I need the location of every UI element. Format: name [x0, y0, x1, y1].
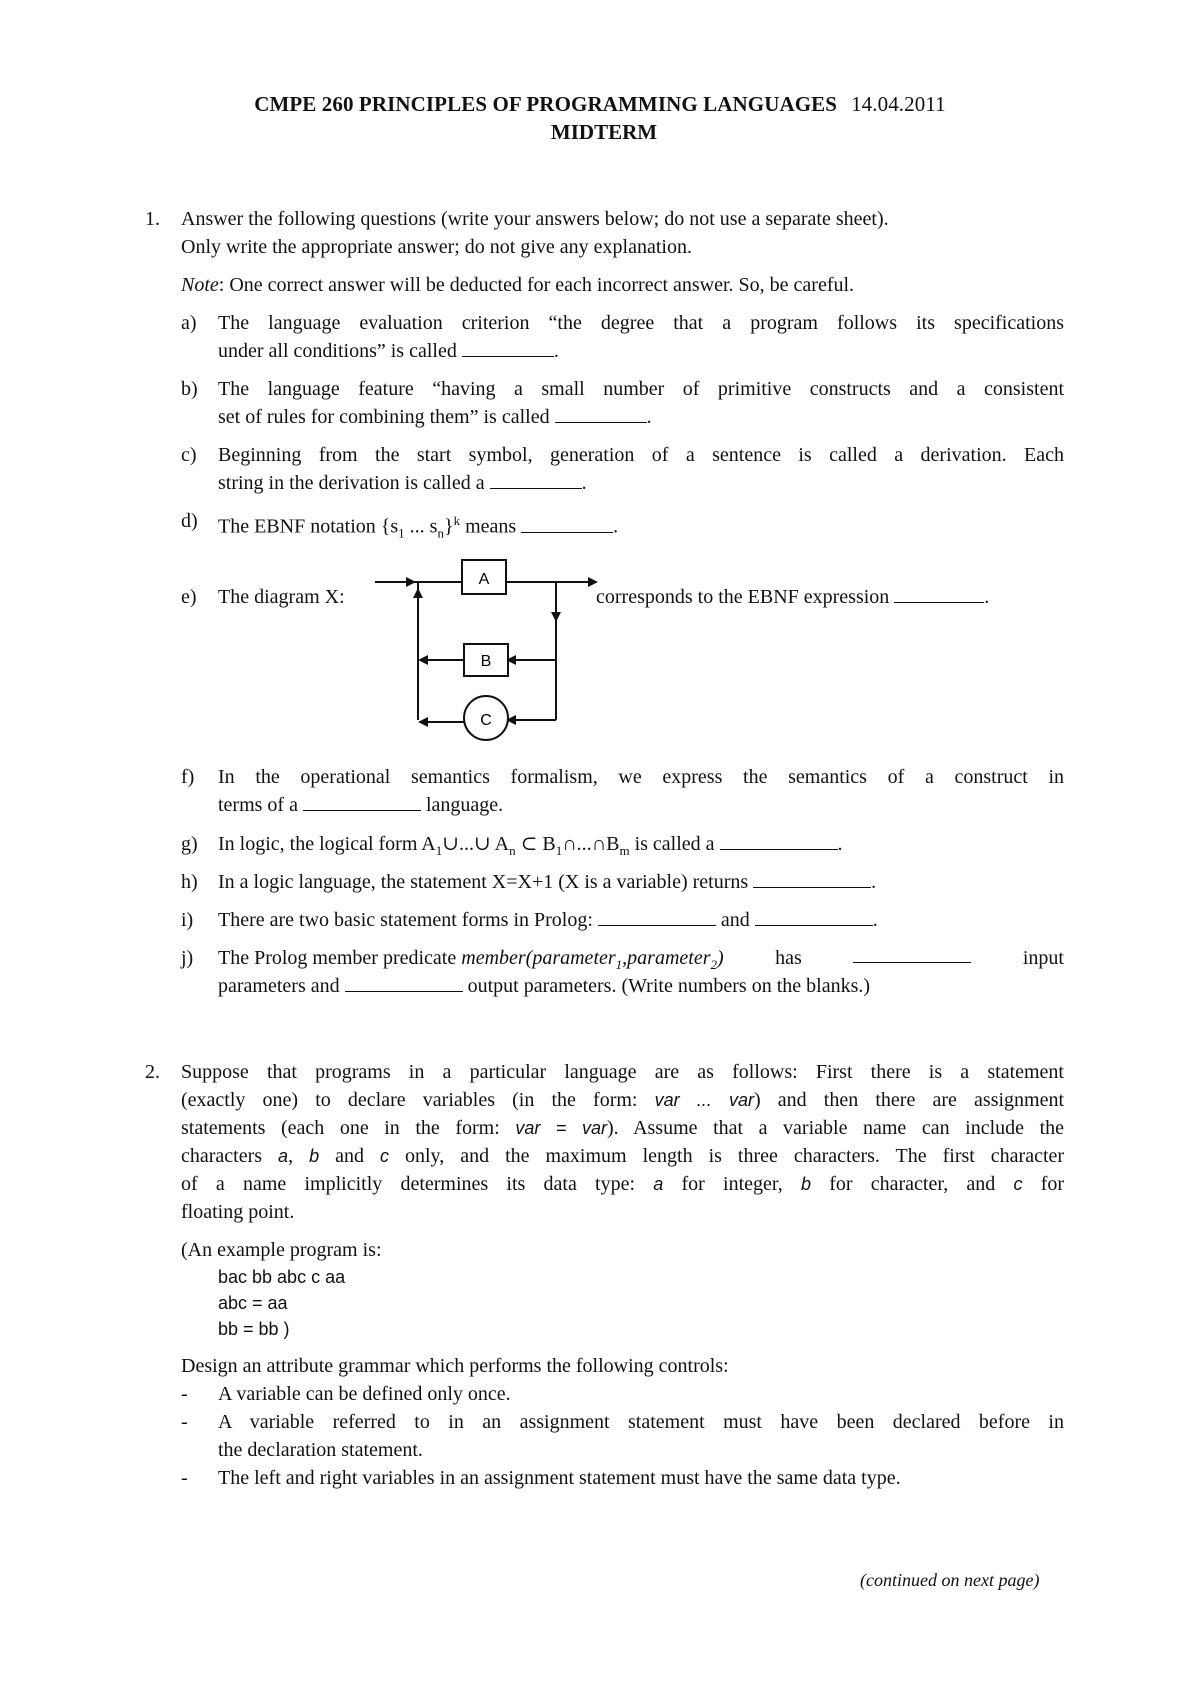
q2-bullet-1: A variable can be defined only once. — [218, 1383, 511, 1405]
q1j-pre: The Prolog member predicate — [218, 947, 457, 969]
question-2-number: 2. — [145, 1061, 160, 1083]
q1e-label: e) — [181, 586, 197, 608]
q1g-text-post: is called a — [629, 833, 715, 855]
exam-title — [0, 92, 1200, 117]
q2-para-line4 — [181, 1142, 1064, 1170]
q1h-answer-blank[interactable] — [753, 869, 871, 888]
q1i-answer-blank-2[interactable] — [755, 907, 873, 926]
q1g-sub-m: m — [619, 843, 630, 858]
q1j-label: j) — [181, 947, 194, 969]
continued-note: (continued on next page) — [860, 1570, 1040, 1590]
q2-para-line6: floating point. — [181, 1201, 295, 1223]
q1g-text-pre: In logic, the logical form A — [218, 833, 436, 855]
q1-intro-line2: Only write the appropriate answer; do not give any explanation. — [181, 236, 692, 258]
q1c-line1: Beginning from the start symbol, generation of a sentence is called a derivation. Each — [218, 444, 1064, 466]
question-1-number: 1. — [145, 208, 160, 230]
q2-char-a: a — [278, 1146, 289, 1166]
q1j-has: has — [775, 947, 802, 969]
q2-line5-for: for — [1040, 1173, 1065, 1195]
q2-design: Design an attribute grammar which performs the following controls: — [181, 1355, 729, 1377]
q1b-label: b) — [181, 378, 198, 400]
q1d-sub-n: n — [437, 525, 444, 541]
q1j-line2-pre: parameters and — [218, 975, 340, 997]
q1d-text-pre: The EBNF notation {s — [218, 515, 399, 538]
q2-line3-var: var = var — [515, 1118, 607, 1138]
q2-line2-var: var ... var — [654, 1090, 754, 1110]
q1d-answer-blank[interactable] — [521, 514, 613, 533]
q2-bullet-dash-2: - — [181, 1411, 188, 1433]
q1j-input: input — [1022, 947, 1064, 969]
q1h-label: h) — [181, 871, 198, 893]
q1e-text2-line: corresponds to the EBNF expression . — [596, 586, 990, 608]
q1f-line2-post: language. — [425, 794, 504, 816]
q2-para-line3 — [181, 1114, 1064, 1142]
q1c-label: c) — [181, 444, 197, 466]
q1d-sup-k: k — [453, 513, 461, 528]
q2-para-line2 — [181, 1086, 1064, 1114]
q1c-line2-text: string in the derivation is called a — [218, 472, 485, 494]
q2-example-intro: (An example program is: — [181, 1239, 382, 1261]
q2-line5-a: a — [653, 1174, 664, 1194]
q1d-close: } — [443, 515, 454, 538]
q2-and: and — [335, 1145, 364, 1167]
q1a-line2: under all conditions” is called . — [218, 340, 559, 362]
exam-subtitle: MIDTERM — [550, 120, 658, 144]
q2-code-line-2: abc = aa — [218, 1293, 288, 1313]
q2-comma: , — [288, 1145, 294, 1167]
q1c-answer-blank[interactable] — [490, 470, 582, 489]
q1g-sub-1: 1 — [435, 843, 443, 858]
q1e-text: The diagram X: — [218, 586, 345, 608]
q1a-label: a) — [181, 312, 197, 334]
q1e-text2: corresponds to the EBNF expression — [596, 586, 890, 608]
q2-line5-c: c — [1013, 1174, 1023, 1194]
q1f-line2 — [218, 791, 503, 819]
q1a-line2-text: under all conditions” is called — [218, 340, 457, 362]
q1f-label: f) — [181, 766, 195, 788]
q2-bullet-dash-3: - — [181, 1467, 188, 1489]
q2-line2-pre: (exactly one) to declare variables (in the form: — [181, 1089, 638, 1111]
q1d-sub-1: 1 — [398, 525, 405, 541]
q1-intro-line1: Answer the following questions (write your answers below; do not use a separate sheet). — [181, 208, 889, 230]
q1b-line1: The language feature “having a small number of primitive constructs and a consistent — [218, 378, 1064, 400]
q1b-line2: set of rules for combining them” is called . — [218, 406, 652, 428]
q2-bullet-2-cont: the declaration statement. — [218, 1439, 423, 1461]
diagram-box-a-label: A — [478, 571, 490, 588]
q1j-line2-post: output parameters. (Write numbers on the blanks.) — [467, 975, 871, 997]
q1b-answer-blank[interactable] — [555, 404, 647, 423]
q1i-and: and — [720, 909, 750, 931]
q2-line5-pre: of a name implicitly determines its data type: — [181, 1173, 636, 1195]
q1i-text: There are two basic statement forms in Prolog: — [218, 909, 593, 931]
q1g-inter: ∩...∩B — [562, 833, 620, 855]
q1f-line1: In the operational semantics formalism, we express the semantics of a construct in — [218, 766, 1064, 788]
q1j-output-blank[interactable] — [345, 973, 463, 992]
q1d-mid: ... s — [404, 515, 438, 538]
q2-bullet-dash-1: - — [181, 1383, 188, 1405]
q2-line3-pre: statements (each one in the form: — [181, 1117, 500, 1139]
q1h-text: In a logic language, the statement X=X+1 (X is a variable) returns — [218, 871, 749, 893]
q1d-label: d) — [181, 510, 198, 532]
q2-para-line5 — [181, 1170, 1064, 1198]
q1g-union: ∪...∪ A — [442, 833, 510, 855]
q1c-line2: string in the derivation is called a . — [218, 472, 587, 494]
q1j-input-blank[interactable] — [853, 944, 971, 963]
q2-line5-b: b — [800, 1174, 811, 1194]
syntax-diagram — [370, 550, 610, 750]
q1f-line2-pre: terms of a — [218, 794, 298, 816]
q1a-line1: The language evaluation criterion “the degree that a program follows its specifications — [218, 312, 1064, 334]
q1b-line2-text: set of rules for combining them” is called — [218, 406, 550, 428]
q1-note — [181, 271, 854, 299]
q2-code-line-3: bb = bb ) — [218, 1319, 290, 1339]
q1g-answer-blank[interactable] — [720, 831, 838, 850]
q2-line4-pre: characters — [181, 1145, 263, 1167]
course-title: CMPE 260 PRINCIPLES OF PROGRAMMING LANGUAGES — [254, 92, 838, 116]
q1d-text-post: means — [460, 515, 517, 538]
q2-line2-post: ) and then there are assignment — [753, 1089, 1065, 1111]
q1g-sub-b1: 1 — [555, 843, 563, 858]
q1f-answer-blank[interactable] — [303, 792, 421, 811]
q1d-line: The EBNF notation {$s_1$ ... $s_n\}^k$ means . — [218, 513, 619, 541]
q1i-label: i) — [181, 909, 194, 931]
q2-line5-mid1: for integer, — [681, 1173, 783, 1195]
diagram-circle-c-label: C — [480, 712, 492, 729]
q1a-answer-blank[interactable] — [462, 338, 554, 357]
q1i-line: There are two basic statement forms in Prolog: and . — [218, 909, 878, 931]
diagram-box-b-label: B — [480, 653, 492, 670]
q1g-line: In logic, the logical form $A_1\cup...\cup$ $A_n$ ⊂ $B_1\cap...\cap B_m$ is called a . — [218, 833, 843, 858]
q2-para-line1: Suppose that programs in a particular language are as follows: First there is a statement — [181, 1061, 1064, 1083]
exam-date: 14.04.2011 — [851, 92, 946, 116]
q2-char-b: b — [309, 1146, 320, 1166]
q1e-answer-blank[interactable] — [894, 584, 984, 603]
q1g-subset: ⊂ B — [515, 833, 556, 855]
q1g-sub-n: n — [509, 843, 516, 858]
q1j-sub-1: 1 — [615, 957, 623, 972]
q1j-paren: ) — [716, 947, 724, 969]
q1j-comma: ,parameter — [622, 947, 711, 969]
q1i-answer-blank-1[interactable] — [598, 907, 716, 926]
q2-line5-mid2: for character, and — [829, 1173, 996, 1195]
q2-char-c: c — [379, 1146, 389, 1166]
note-label: Note — [181, 274, 219, 296]
q2-code-line-1: bac bb abc c aa — [218, 1267, 346, 1287]
q2-line3-post: ). Assume that a variable name can include the — [606, 1117, 1065, 1139]
q1j-sub-2: 2 — [710, 957, 717, 972]
q1j-line2 — [218, 972, 870, 1000]
q2-line4-post: only, and the maximum length is three characters. The first character — [404, 1145, 1065, 1167]
q2-bullet-2: A variable referred to in an assignment statement must have been declared before in — [218, 1411, 1064, 1433]
q1g-label: g) — [181, 833, 198, 855]
q1h-line: In a logic language, the statement X=X+1 (X is a variable) returns . — [218, 871, 877, 893]
q2-bullet-3: The left and right variables in an assignment statement must have the same data type. — [218, 1467, 901, 1489]
q1j-member: member(parameter — [461, 947, 616, 969]
note-text: : One correct answer will be deducted for each incorrect answer. So, be careful. — [218, 274, 855, 296]
